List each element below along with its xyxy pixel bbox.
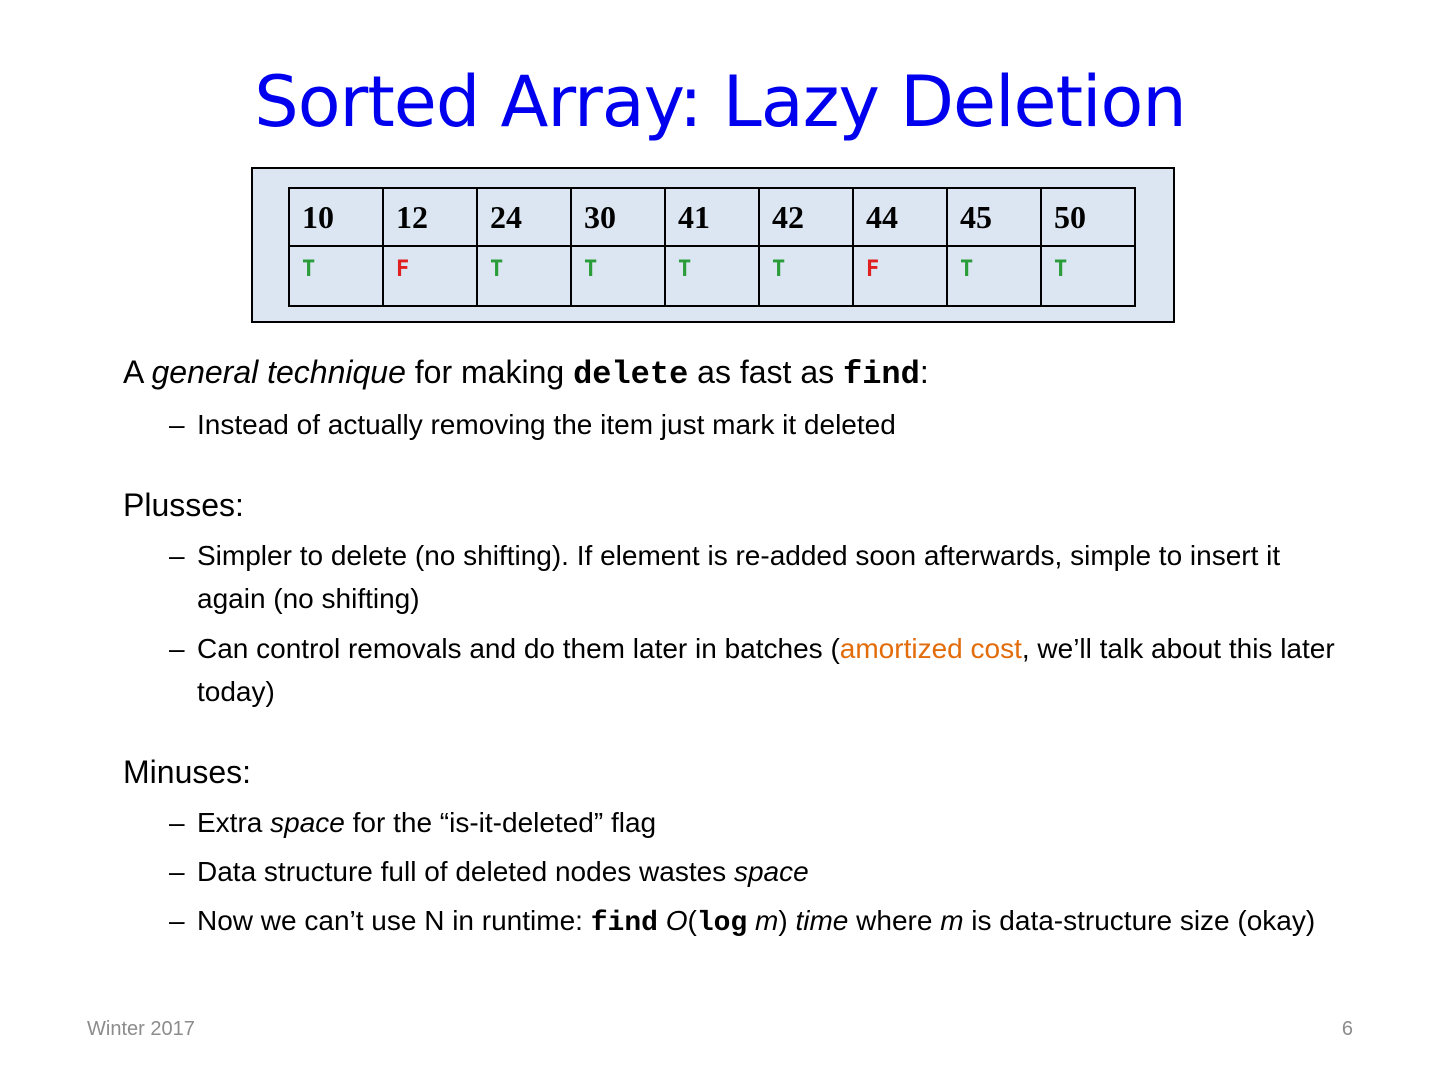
- plus-bullet-2: [169, 627, 1349, 713]
- dash-bullet: –: [169, 905, 185, 936]
- intro-sub-bullet: [169, 403, 1349, 446]
- minus-bullet-3: [169, 899, 1349, 945]
- array-cell-value: 42: [759, 188, 853, 246]
- array-cell-flag: T: [1041, 246, 1135, 306]
- array-table: [288, 187, 1136, 307]
- emphasis: space: [733, 856, 809, 887]
- plusses-heading: Plusses:: [123, 487, 244, 523]
- text: (: [687, 905, 697, 936]
- highlighted-term: amortized cost: [839, 633, 1022, 664]
- array-cell-value: 44: [853, 188, 947, 246]
- code-keyword: find: [843, 356, 920, 393]
- bullet-text: Instead of actually removing the item just mark it deleted: [197, 409, 896, 440]
- bullet-text: [169, 899, 1349, 945]
- text: Extra: [197, 807, 271, 838]
- array-cell-flag: T: [947, 246, 1041, 306]
- plus-bullet-1: [169, 534, 1349, 620]
- array-cell-value: 24: [477, 188, 571, 246]
- intro-bullet: [123, 352, 929, 395]
- minuses-heading: Minuses:: [123, 754, 252, 790]
- footer-term: Winter 2017: [87, 1018, 195, 1040]
- text: A: [123, 354, 152, 390]
- text: Now we can’t use N in runtime:: [197, 905, 591, 936]
- dash-bullet: –: [169, 633, 185, 664]
- text: as fast as: [688, 354, 844, 390]
- emphasis: space: [270, 807, 345, 838]
- minus-bullet-1: [169, 801, 1349, 844]
- code-keyword: find: [590, 908, 658, 939]
- array-cell-flag: F: [853, 246, 947, 306]
- text: , we’ll talk about this later today): [197, 633, 1335, 707]
- text: for making: [405, 354, 574, 390]
- array-cell-flag: T: [477, 246, 571, 306]
- bullet-text: [169, 801, 1349, 844]
- emphasis: m: [940, 905, 964, 936]
- array-cell-flag: T: [289, 246, 383, 306]
- text: for the “is-it-deleted” flag: [344, 807, 657, 838]
- text: ): [778, 905, 796, 936]
- text: Can control removals and do them later in batches (: [197, 633, 840, 664]
- text: Data structure full of deleted nodes wastes: [197, 856, 734, 887]
- array-cell-flag: T: [571, 246, 665, 306]
- array-cell-flag: F: [383, 246, 477, 306]
- array-cell-value: 45: [947, 188, 1041, 246]
- dash-bullet: –: [169, 540, 185, 571]
- array-values-row: [289, 188, 1135, 246]
- array-cell-flag: T: [759, 246, 853, 306]
- emphasis: time: [795, 905, 849, 936]
- array-diagram: [251, 167, 1175, 323]
- emphasis: general technique: [151, 354, 406, 390]
- minus-bullet-2: [169, 850, 1349, 893]
- text: is data-structure size (okay): [963, 905, 1316, 936]
- array-cell-value: 41: [665, 188, 759, 246]
- code-keyword: delete: [573, 356, 689, 393]
- array-cell-value: 10: [289, 188, 383, 246]
- text: [747, 905, 755, 936]
- text: where: [848, 905, 941, 936]
- code-keyword: log: [696, 908, 748, 939]
- array-cell-value: 50: [1041, 188, 1135, 246]
- array-cell-value: 30: [571, 188, 665, 246]
- text: [658, 905, 666, 936]
- bullet-text: [169, 627, 1349, 713]
- text: :: [919, 354, 929, 390]
- dash-bullet: –: [169, 807, 185, 838]
- dash-bullet: –: [169, 409, 185, 440]
- array-flags-row: [289, 246, 1135, 306]
- bullet-text: [169, 850, 1349, 893]
- emphasis: m: [755, 905, 779, 936]
- slide-title: Sorted Array: Lazy Deletion: [254, 61, 1186, 143]
- emphasis: O: [665, 905, 688, 936]
- array-cell-value: 12: [383, 188, 477, 246]
- slide-number: 6: [1341, 1018, 1353, 1040]
- bullet-text: Simpler to delete (no shifting). If element is re-added soon afterwards, simple to insert it again (no shifting): [197, 540, 1281, 614]
- array-cell-flag: T: [665, 246, 759, 306]
- dash-bullet: –: [169, 856, 185, 887]
